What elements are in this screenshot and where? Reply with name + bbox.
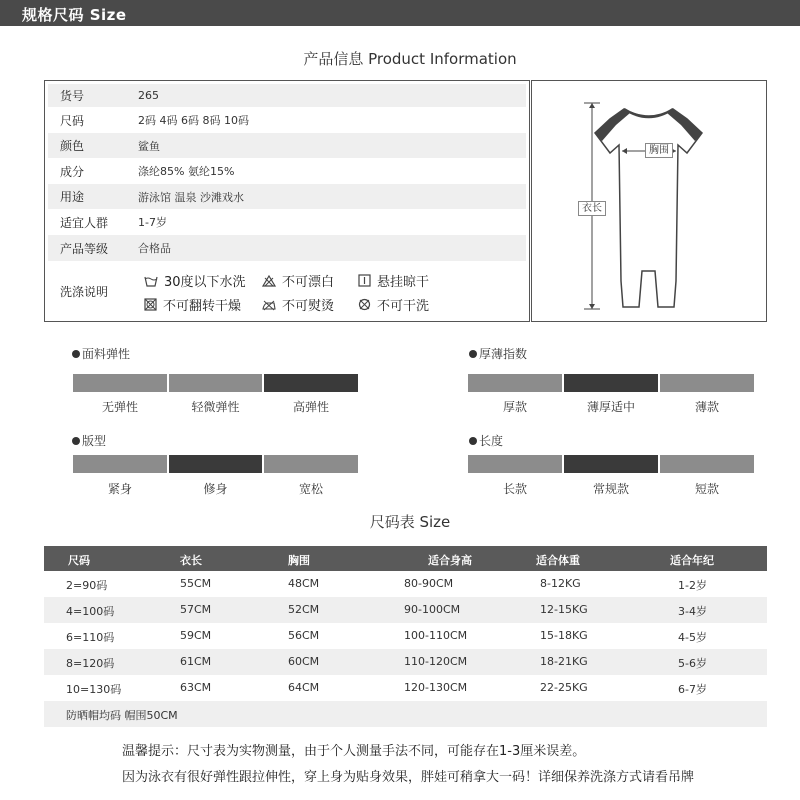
- rating-option: 高弹性: [292, 400, 329, 414]
- table-cell: 1-2岁: [678, 579, 707, 592]
- info-label: 成分: [60, 164, 85, 179]
- rating-option: 轻微弹性: [191, 400, 240, 414]
- column-header: 尺码: [68, 554, 90, 567]
- rating-segment: [73, 374, 167, 392]
- table-cell: 57CM: [180, 603, 212, 616]
- info-value: 265: [138, 89, 159, 102]
- rating-option: 无弹性: [101, 400, 138, 414]
- table-cell: 80-90CM: [404, 577, 454, 590]
- table-cell: 100-110CM: [404, 629, 468, 642]
- table-cell: 8-12KG: [540, 577, 581, 590]
- info-value: 2码 4码 6码 8码 10码: [138, 114, 249, 127]
- size-table-title: 尺码表 Size: [369, 513, 451, 531]
- table-cell: 18-21KG: [540, 655, 588, 668]
- table-cell: 63CM: [180, 681, 212, 694]
- table-cell: 61CM: [180, 655, 212, 668]
- info-value: 涤纶85% 氨纶15%: [138, 165, 235, 178]
- table-cell: 15-18KG: [540, 629, 588, 642]
- table-footer-row: [44, 701, 767, 727]
- hat-size-note: 防晒帽均码 帽围50CM: [66, 709, 178, 722]
- rating-segment: [169, 374, 262, 392]
- chest-label: 胸围: [645, 143, 673, 158]
- column-header: 衣长: [180, 554, 202, 567]
- table-cell: 10=130码: [66, 683, 122, 696]
- table-cell: 90-100CM: [404, 603, 461, 616]
- wash-item: [144, 295, 241, 314]
- wash-item-text: 不可漂白: [282, 275, 335, 290]
- rating-title-length: 长度: [469, 432, 503, 449]
- table-cell: 64CM: [288, 681, 320, 694]
- no-tumble-dry-icon: [144, 298, 157, 311]
- rating-option: 紧身: [107, 482, 132, 496]
- wash-item: [262, 271, 334, 290]
- rating-option: 薄厚适中: [586, 400, 635, 414]
- info-value: 1-7岁: [138, 216, 167, 229]
- no-iron-icon: [262, 299, 276, 311]
- rating-segment-selected: [169, 455, 262, 473]
- rating-option: 长款: [502, 482, 527, 496]
- table-cell: 110-120CM: [404, 655, 468, 668]
- rating-option: 常规款: [592, 482, 629, 496]
- rating-segment-selected: [264, 374, 358, 392]
- wash-instructions: [48, 264, 526, 319]
- swimsuit-illustration: [532, 81, 766, 321]
- rating-title-elasticity: 面料弹性: [72, 345, 130, 362]
- wash-30-icon: [144, 275, 158, 287]
- wash-label: 洗涤说明: [60, 285, 109, 299]
- column-header: 适合体重: [536, 554, 580, 567]
- info-row-color: [48, 133, 526, 158]
- info-label: 尺码: [60, 113, 85, 128]
- rating-option: 薄款: [694, 400, 719, 414]
- table-cell: 52CM: [288, 603, 320, 616]
- table-row: [44, 623, 767, 649]
- info-value: 鲨鱼: [138, 139, 160, 153]
- wash-item-text: 不可熨烫: [282, 299, 335, 314]
- rating-segment: [660, 455, 754, 473]
- length-label: 衣长: [578, 201, 606, 216]
- bullet-icon: [469, 350, 477, 358]
- info-row-sizes: [48, 107, 526, 133]
- info-label: 产品等级: [60, 241, 109, 256]
- table-cell: 4=100码: [66, 605, 115, 618]
- info-row-composition: [48, 158, 526, 184]
- table-cell: 48CM: [288, 577, 320, 590]
- bullet-icon: [72, 350, 80, 358]
- size-table-header: [44, 546, 767, 571]
- rating-segment: [468, 455, 562, 473]
- table-cell: 12-15KG: [540, 603, 588, 616]
- table-cell: 4-5岁: [678, 631, 707, 644]
- rating-option: 厚款: [502, 400, 527, 414]
- note-fit-advice: 因为泳衣有很好弹性跟拉伸性，穿上身为贴身效果，胖娃可稍拿大一码！详细保养洗涤方式请看吊牌: [122, 770, 695, 785]
- product-info-table: [44, 80, 530, 322]
- wash-item-text: 悬挂晾干: [377, 275, 430, 290]
- info-value: 游泳馆 温泉 沙滩戏水: [138, 190, 244, 204]
- info-row-item-no: [48, 84, 526, 107]
- table-row: [44, 649, 767, 675]
- table-cell: 6-7岁: [678, 683, 707, 696]
- rating-segment: [73, 455, 167, 473]
- rating-segment-selected: [564, 374, 658, 392]
- info-label: 货号: [60, 89, 85, 103]
- table-cell: 3-4岁: [678, 605, 707, 618]
- bullet-icon: [469, 437, 477, 445]
- info-row-age: [48, 209, 526, 235]
- table-row: [44, 571, 767, 597]
- table-cell: 60CM: [288, 655, 320, 668]
- wash-item-text: 不可翻转干燥: [163, 299, 242, 314]
- rating-title-thickness: 厚薄指数: [469, 345, 527, 362]
- table-row: [44, 675, 767, 701]
- rating-segment: [264, 455, 358, 473]
- garment-diagram: [531, 80, 767, 322]
- info-label: 颜色: [60, 139, 85, 153]
- table-cell: 5-6岁: [678, 657, 707, 670]
- table-cell: 6=110码: [66, 631, 115, 644]
- table-cell: 22-25KG: [540, 681, 588, 694]
- info-value: 合格品: [138, 242, 171, 255]
- rating-option: 修身: [203, 482, 228, 496]
- wash-item: [358, 295, 429, 314]
- bullet-icon: [72, 437, 80, 445]
- rating-title-fit: 版型: [72, 432, 106, 449]
- hang-dry-icon: [358, 274, 371, 287]
- table-cell: 55CM: [180, 577, 212, 590]
- table-cell: 2=90码: [66, 579, 108, 592]
- table-row: [44, 597, 767, 623]
- rating-segment: [660, 374, 754, 392]
- table-cell: 59CM: [180, 629, 212, 642]
- table-cell: 56CM: [288, 629, 320, 642]
- info-label: 适宜人群: [60, 215, 109, 230]
- rating-segment: [468, 374, 562, 392]
- no-dry-clean-icon: [358, 298, 371, 311]
- column-header: 胸围: [288, 554, 310, 567]
- rating-segment-selected: [564, 455, 658, 473]
- no-bleach-icon: [262, 275, 276, 287]
- info-row-usage: [48, 184, 526, 209]
- column-header: 适合年纪: [670, 554, 714, 567]
- info-row-grade: [48, 235, 526, 261]
- note-measurement: 温馨提示：尺寸表为实物测量，由于个人测量手法不同，可能存在1-3厘米误差。: [122, 744, 586, 759]
- rating-option: 宽松: [298, 482, 323, 496]
- wash-item: [262, 295, 334, 314]
- header-title: 规格尺码 Size: [22, 6, 127, 24]
- wash-item: [358, 271, 429, 290]
- table-cell: 8=120码: [66, 657, 115, 670]
- product-info-title: 产品信息 Product Information: [303, 50, 517, 68]
- wash-item-text: 30度以下水洗: [164, 275, 246, 290]
- column-header: 适合身高: [428, 554, 472, 567]
- wash-item: [144, 271, 246, 290]
- info-label: 用途: [60, 190, 85, 204]
- table-cell: 120-130CM: [404, 681, 468, 694]
- wash-item-text: 不可干洗: [377, 299, 430, 314]
- rating-option: 短款: [694, 482, 719, 496]
